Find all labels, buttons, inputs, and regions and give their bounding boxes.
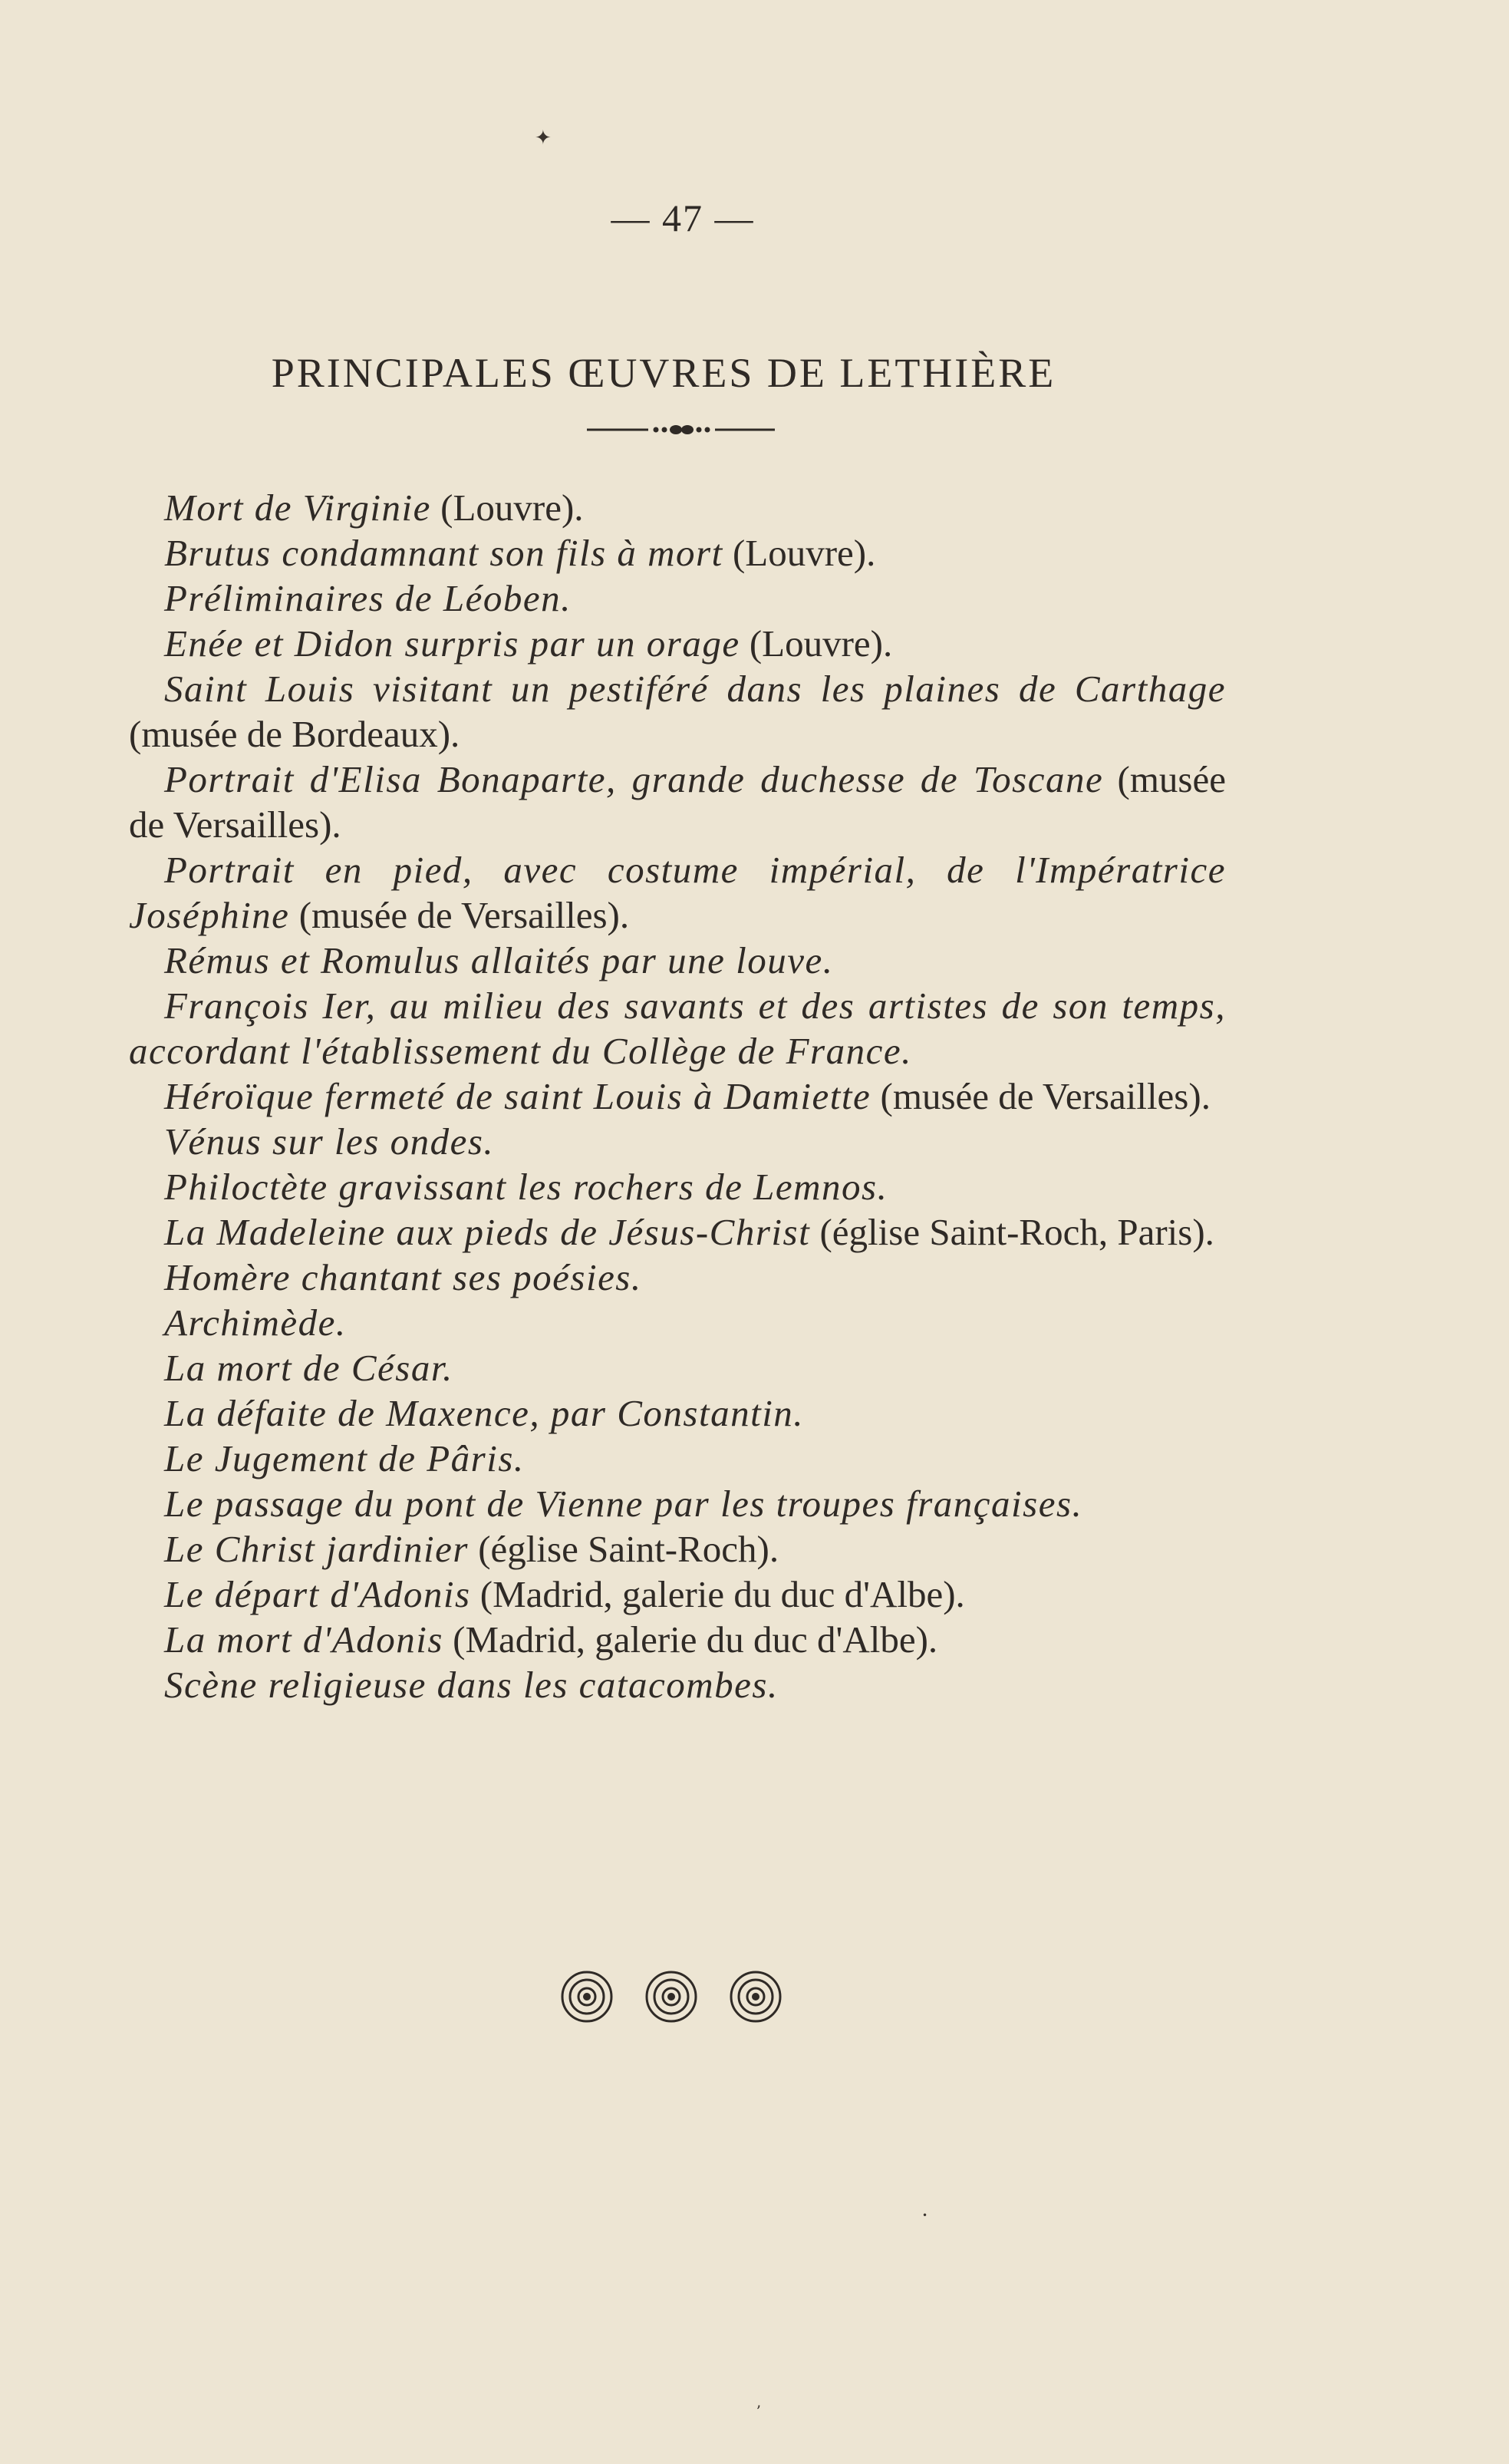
closing-rosettes-ornament (558, 1968, 785, 2026)
work-entry (129, 1119, 1226, 1164)
work-entry (129, 1164, 1226, 1209)
work-entry (129, 1209, 1226, 1255)
work-location: (église Saint-Roch). (468, 1528, 779, 1570)
work-entry (129, 1662, 1226, 1707)
work-location: (Louvre). (740, 622, 893, 665)
work-entry (129, 485, 1226, 530)
work-title: Le Christ jardinier (164, 1528, 469, 1570)
work-entry (129, 1345, 1226, 1390)
work-location: (église Saint-Roch, Paris). (810, 1211, 1214, 1253)
work-title: François Ier, au milieu des savants et des artistes de son temps, accordant l'établissement du Collège de France. (129, 985, 1226, 1072)
work-title: Portrait en pied, avec costume impérial, de l'Impératrice Joséphine (129, 849, 1226, 936)
work-entry (129, 666, 1226, 757)
work-entry (129, 1300, 1226, 1345)
work-entry (129, 576, 1226, 621)
work-entry (129, 938, 1226, 983)
page-title: PRINCIPALES ŒUVRES DE LETHIÈRE (271, 350, 1056, 396)
work-entry (129, 1255, 1226, 1300)
work-location: (musée de Versailles). (871, 1075, 1211, 1117)
ink-speck: ʼ (756, 2402, 761, 2420)
work-entry (129, 1481, 1226, 1526)
work-entry (129, 621, 1226, 666)
work-entry (129, 847, 1226, 938)
work-title: La défaite de Maxence, par Constantin. (164, 1392, 805, 1434)
work-entry (129, 530, 1226, 576)
title-divider-ornament (587, 418, 775, 441)
work-title: La mort d'Adonis (164, 1618, 443, 1661)
work-entry (129, 1526, 1226, 1572)
work-entry (129, 1617, 1226, 1662)
work-title: Le départ d'Adonis (164, 1573, 471, 1615)
work-location: (Madrid, galerie du duc d'Albe). (470, 1573, 965, 1615)
work-title: Le Jugement de Pâris. (164, 1437, 525, 1479)
work-title: Héroïque fermeté de saint Louis à Damiette (164, 1075, 871, 1117)
works-list (129, 485, 1226, 1707)
work-title: Le passage du pont de Vienne par les troupes françaises. (164, 1483, 1083, 1525)
work-location: (musée de Bordeaux). (129, 713, 460, 755)
work-title: Archimède. (164, 1301, 347, 1344)
work-title: Scène religieuse dans les catacombes. (164, 1664, 779, 1706)
work-title: Mort de Virginie (164, 487, 431, 529)
work-title: Portrait d'Elisa Bonaparte, grande duchesse de Toscane (164, 758, 1104, 800)
ink-speck: • (922, 2210, 928, 2221)
work-title: Enée et Didon surpris par un orage (164, 622, 740, 665)
work-title: Vénus sur les ondes. (164, 1120, 495, 1163)
work-entry (129, 1572, 1226, 1617)
work-title: Rémus et Romulus allaités par une louve. (164, 939, 834, 981)
work-location: (musée de Versailles). (129, 758, 1227, 846)
work-title: Brutus condamnant son fils à mort (164, 532, 723, 574)
work-title: La Madeleine aux pieds de Jésus-Christ (164, 1211, 811, 1253)
work-entry (129, 757, 1226, 847)
work-title: Philoctète gravissant les rochers de Lemnos. (164, 1166, 888, 1208)
work-location: (musée de Versailles). (289, 894, 630, 936)
ink-speck: ✦ (535, 127, 552, 150)
work-entry (129, 983, 1226, 1074)
work-location: (Louvre). (723, 532, 876, 574)
work-location: (Louvre). (430, 487, 584, 529)
work-title: Homère chantant ses poésies. (164, 1256, 642, 1298)
work-title: Saint Louis visitant un pestiféré dans les plaines de Carthage (164, 668, 1226, 710)
work-title: Préliminaires de Léoben. (164, 577, 572, 619)
page-number: — 47 — (611, 196, 755, 239)
work-location: (Madrid, galerie du duc d'Albe). (443, 1618, 938, 1661)
work-entry (129, 1390, 1226, 1436)
work-entry (129, 1074, 1226, 1119)
work-entry (129, 1436, 1226, 1481)
work-title: La mort de César. (164, 1347, 453, 1389)
